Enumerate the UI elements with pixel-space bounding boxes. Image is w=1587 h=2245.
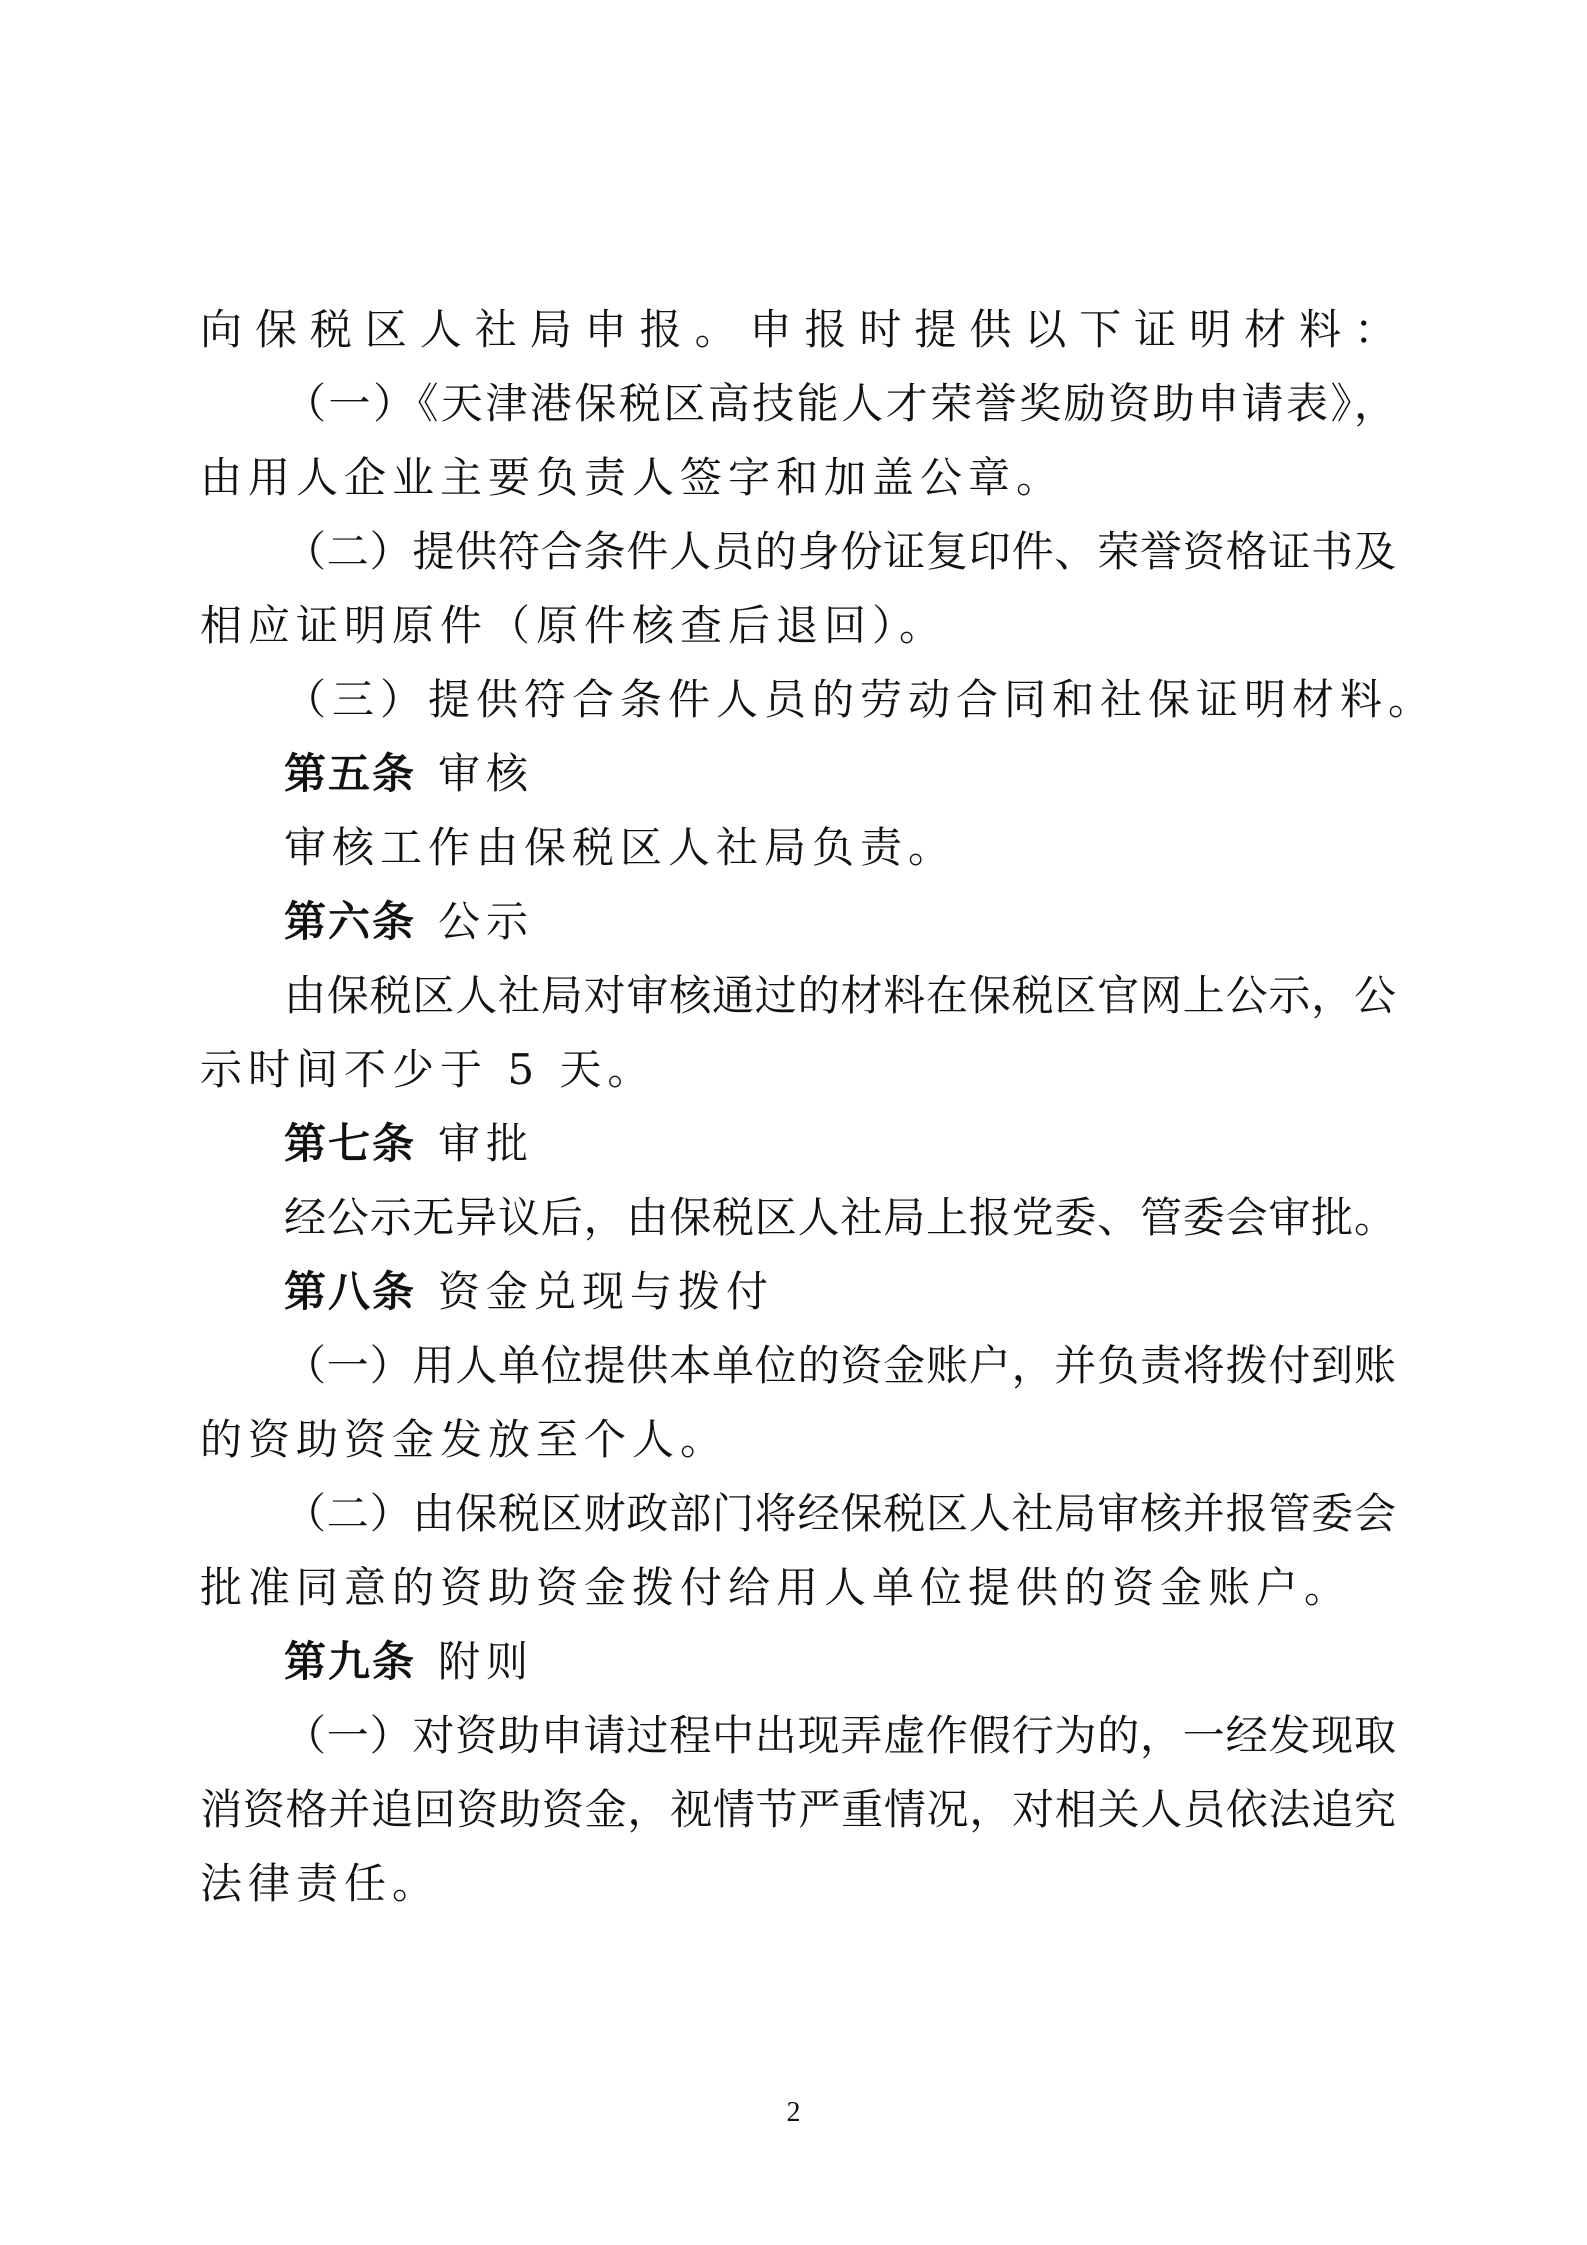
- article-heading: [284, 1114, 1484, 1174]
- article-heading: [284, 744, 1484, 804]
- article-title: 资金兑现与拨付: [438, 1267, 775, 1316]
- paragraph-line: （一）用人单位提供本单位的资金账户，并负责将拨付到账: [284, 1341, 1396, 1390]
- article-number: 第六条: [284, 897, 417, 946]
- article-title: 公示: [438, 897, 535, 946]
- paragraph-line: （二）提供符合条件人员的身份证复印件、荣誉资格证书及: [284, 527, 1396, 576]
- article-number: 第五条: [284, 749, 417, 798]
- paragraph-line: （一）《天津港保税区高技能人才荣誉奖励资助申请表》，: [284, 379, 1396, 428]
- paragraph-line: 相应证明原件（原件核查后退回）。: [200, 601, 948, 650]
- article-title: 审批: [438, 1119, 535, 1168]
- page-number: 2: [786, 2097, 801, 2128]
- paragraph-line: 示时间不少于 5 天。: [200, 1045, 656, 1094]
- article-number: 第九条: [284, 1637, 417, 1686]
- paragraph-line: 的资助资金发放至个人。: [200, 1415, 729, 1464]
- paragraph-line: 经公示无异议后，由保税区人社局上报党委、管委会审批。: [284, 1193, 1396, 1242]
- article-heading: [284, 1632, 1484, 1692]
- article-title: 附则: [438, 1637, 535, 1686]
- paragraph-line: 批准同意的资助资金拨付给用人单位提供的资金账户。: [200, 1563, 1353, 1612]
- article-number: 第七条: [284, 1119, 417, 1168]
- paragraph-line: （一）对资助申请过程中出现弄虚作假行为的，一经发现取: [284, 1711, 1396, 1760]
- paragraph-line: （二）由保税区财政部门将经保税区人社局审核并报管委会: [284, 1489, 1396, 1538]
- article-title: 审核: [438, 749, 535, 798]
- article-number: 第八条: [284, 1267, 417, 1316]
- paragraph-line: （三）提供符合条件人员的劳动合同和社保证明材料。: [284, 675, 1437, 724]
- article-heading: [284, 1262, 1484, 1322]
- paragraph-line: 向保税区人社局申报。申报时提供以下证明材料：: [200, 305, 1396, 354]
- paragraph-line: 由用人企业主要负责人签字和加盖公章。: [200, 453, 1065, 502]
- paragraph-line: 审核工作由保税区人社局负责。: [284, 823, 957, 872]
- paragraph-line: 法律责任。: [200, 1859, 441, 1908]
- article-heading: [284, 892, 1484, 952]
- paragraph-line: 由保税区人社局对审核通过的材料在保税区官网上公示，公: [284, 971, 1396, 1020]
- paragraph-line: 消资格并追回资助资金，视情节严重情况，对相关人员依法追究: [200, 1785, 1396, 1834]
